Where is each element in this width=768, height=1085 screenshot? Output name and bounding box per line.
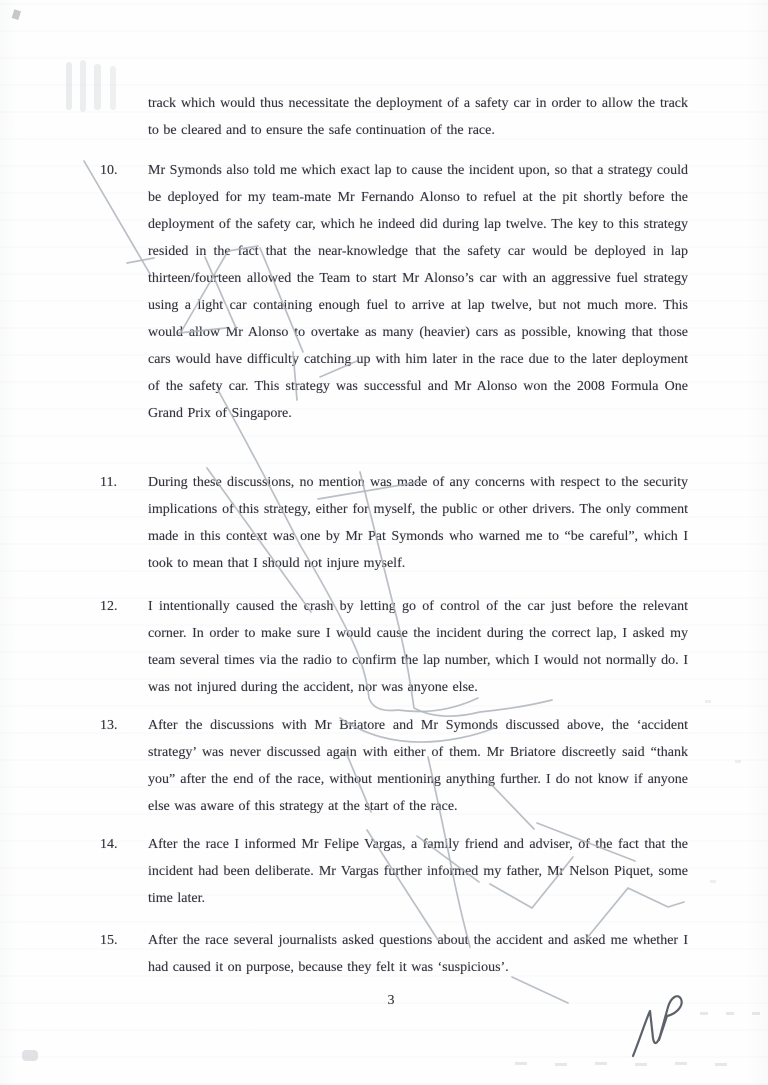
paragraph-text: Mr Symonds also told me which exact lap to cause the incident upon, so that a strategy could be deployed for my team-mate Mr Fernando Alonso to refuel at the pit shortly before the deployment of the safety car, which he indeed did during lap twelve. The key to this strategy resided in the fact that the near-knowledge that the safety car would be deployed in lap thirteen/fourteen allowed the Team to start Mr Alonso’s car with an aggressive fuel strategy using a light car containing enough fuel to arrive at lap twelve, but not much more. This would allow Mr Alonso to overtake as many (heavier) cars as possible, knowing that those cars would have difficulty catching up with him later in the race due to the later deployment of the safety car. This strategy was successful and Mr Alonso won the 2008 Formula One Grand Prix of Singapore. (148, 163, 688, 421)
page-number: 3 (387, 993, 395, 1008)
numbered-paragraph (100, 157, 688, 427)
paragraph-number: 14. (100, 837, 118, 852)
paragraph-number: 13. (100, 718, 118, 733)
paragraph-number: 10. (100, 163, 118, 178)
paragraph-text: After the race I informed Mr Felipe Vargas, a family friend and adviser, of the fact that the incident had been deliberate. Mr Vargas further informed my father, Mr Nelson Piquet, some time later. (148, 837, 688, 906)
paragraph-number: 12. (100, 599, 118, 614)
numbered-paragraph (100, 593, 688, 701)
paragraph-text: After the race several journalists asked questions about the accident and asked me whether I had caused it on purpose, because they felt it was ‘suspicious’. (148, 933, 688, 975)
paragraph-number: 15. (100, 933, 118, 948)
paragraph-number: 11. (100, 475, 117, 490)
paragraph-text: I intentionally caused the crash by letting go of control of the car just before the relevant corner. In order to make sure I would cause the incident during the correct lap, I asked my team several times via the radio to confirm the lap number, which I would not normally do. I was not injured during the accident, nor was anyone else. (148, 599, 688, 695)
numbered-paragraph (100, 712, 688, 820)
signature-initials (633, 996, 682, 1056)
paragraph-continuation: track which would thus necessitate the deployment of a safety car in order to allow the track to be cleared and to ensure the safe continuation of the race. (148, 96, 688, 138)
numbered-paragraph (100, 927, 688, 981)
numbered-paragraph (100, 469, 688, 577)
paragraph-text: After the discussions with Mr Briatore and Mr Symonds discussed above, the ‘accident strategy’ was never discussed again with either of them. Mr Briatore discreetly said “thank you” after the end of the race, without mentioning anything further. I do not know if anyone else was aware of this strategy at the start of the race. (148, 718, 688, 814)
numbered-paragraph (100, 831, 688, 912)
paragraph-text: During these discussions, no mention was made of any concerns with respect to the security implications of this strategy, either for myself, the public or other drivers. The only comment made in this context was one by Mr Pat Symonds who warned me to “be careful”, which I took to mean that I should not injure myself. (148, 475, 688, 571)
